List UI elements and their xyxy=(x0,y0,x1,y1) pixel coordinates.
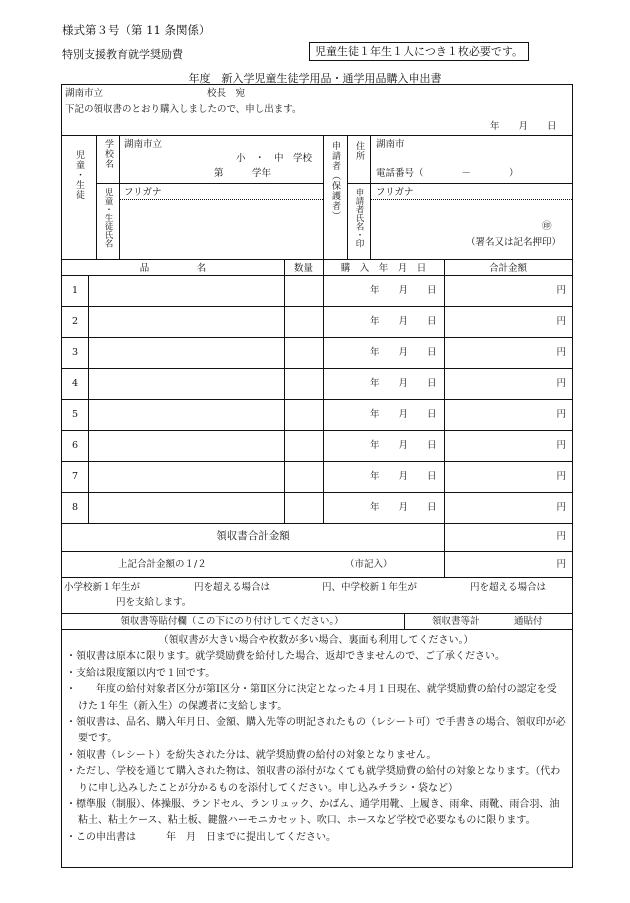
note-item: ・この申出書は 年 月 日までに提出してください。 xyxy=(66,831,336,843)
row-purchase-date: 年 月 日 xyxy=(370,440,437,451)
applicant-name-label: 申請者氏名・印 xyxy=(354,188,364,248)
divider xyxy=(62,337,572,338)
divider xyxy=(62,613,572,614)
addressee-city: 湖南市立 xyxy=(65,88,104,99)
row-total-yen: 円 xyxy=(556,502,566,513)
divider xyxy=(62,275,572,276)
applicant-furigana: フリガナ xyxy=(376,187,414,198)
row-number: 4 xyxy=(71,378,79,389)
divider xyxy=(62,135,572,136)
row-purchase-date: 年 月 日 xyxy=(370,316,437,327)
school-name-label: 学校名 xyxy=(103,139,113,169)
row-total-yen: 円 xyxy=(556,285,566,296)
note-item: ・領収書は原本に限ります。就学奨励費を給付した場合、返却できませんので、ご了承ください。 xyxy=(66,651,505,663)
support-text-2: 円を支給します。 xyxy=(116,597,192,608)
row-number: 6 xyxy=(71,440,79,451)
divider xyxy=(62,259,572,260)
student-side-label: 児童・生徒 xyxy=(74,150,84,200)
divider xyxy=(62,306,572,307)
note-item: ・標準服（制服）、体操服、ランドセル、ランリュック、かばん、通学用靴、上履き、雨傘、雨靴、雨合羽、油粘土、粘土ケース、粘土板、鍵盤ハーモニカセット、吹口、ホースなど学校で必要なものに限ります。 xyxy=(66,799,560,827)
col-item-header: 品 名 xyxy=(139,263,207,274)
note-item: ・支給は限度額以内で１回です。 xyxy=(66,667,216,679)
row-number: 8 xyxy=(71,502,79,513)
divider xyxy=(323,259,324,523)
row-total-yen: 円 xyxy=(556,409,566,420)
row-number: 5 xyxy=(71,409,79,420)
phone-field: 電話番号（ － ） xyxy=(376,168,519,179)
divider xyxy=(96,183,323,184)
support-text-1c: 円、中学校新１年生が xyxy=(322,582,418,593)
note-item: ・領収書（レシート）を紛失された分は、就学奨励費の給付の対象となりません。 xyxy=(66,749,437,761)
half-amount-label: 上記合計金額の１/２ xyxy=(118,559,207,570)
student-name-label: 児童・生徒氏名 xyxy=(103,188,113,248)
divider xyxy=(347,183,572,184)
divider xyxy=(404,613,405,629)
row-purchase-date: 年 月 日 xyxy=(370,285,437,296)
support-text-1a: 小学校新１年生が xyxy=(64,582,141,593)
row-total-yen: 円 xyxy=(556,471,566,482)
row-number: 3 xyxy=(71,347,79,358)
divider xyxy=(62,430,572,431)
address-prefix: 湖南市 xyxy=(376,139,405,150)
divider xyxy=(370,199,572,200)
row-number: 1 xyxy=(71,285,79,296)
seal-note: （署名又は記名押印） xyxy=(466,237,562,248)
divider xyxy=(323,135,324,259)
intro-text: 下記の領収書のとおり購入しましたので、申し出ます。 xyxy=(65,104,302,115)
row-total-yen: 円 xyxy=(556,347,566,358)
divider xyxy=(96,135,97,259)
row-purchase-date: 年 月 日 xyxy=(370,471,437,482)
school-type: 小 ・ 中 学校 xyxy=(236,153,313,164)
row-number: 7 xyxy=(71,471,79,482)
divider xyxy=(62,399,572,400)
row-purchase-date: 年 月 日 xyxy=(370,378,437,389)
col-date-header: 購 入 年 月 日 xyxy=(340,263,427,274)
notice-box: 児童生徒１年生１人につき１枚必要です。 xyxy=(309,42,529,61)
row-purchase-date: 年 月 日 xyxy=(370,502,437,513)
receipt-total-yen: 円 xyxy=(556,531,566,542)
divider xyxy=(62,492,572,493)
divider xyxy=(62,629,572,630)
applicant-label: 申請者（保護者） xyxy=(330,141,340,221)
address-label: 住所 xyxy=(354,141,364,161)
divider xyxy=(119,199,323,200)
divider xyxy=(62,577,572,578)
col-qty-header: 数量 xyxy=(293,263,313,274)
row-purchase-date: 年 月 日 xyxy=(370,347,437,358)
student-furigana: フリガナ xyxy=(124,187,162,198)
note-item: ・ただし、学校を通じて購入された物は、領収書の添付がなくても就学奨励費の給付の対象となります。（代わりに申し込みしたことが分かるものを添付してください。申し込みチラシ・袋など） xyxy=(66,766,561,794)
grade-field: 第 学年 xyxy=(214,168,272,179)
principal-label: 校長 宛 xyxy=(207,88,246,99)
half-amount-yen: 円 xyxy=(556,559,566,570)
row-total-yen: 円 xyxy=(556,440,566,451)
notes-section xyxy=(66,633,566,846)
row-number: 2 xyxy=(71,316,79,327)
col-total-header: 合計金額 xyxy=(488,263,527,274)
receipt-count-label: 領収書等計 xyxy=(432,616,480,627)
receipt-total-label: 領収書合計金額 xyxy=(216,530,290,542)
note-item: ・領収書は、品名、購入年月日、金額、購入先等の明記されたもの（レシート可）で手書きの場合、領収印が必要です。 xyxy=(66,717,566,745)
divider xyxy=(62,523,572,524)
divider xyxy=(119,135,120,259)
notes-head: （領収書が大きい場合や枚数が多い場合、裏面も利用してください。） xyxy=(158,635,474,646)
form-number: 様式第３号（第 11 条関係） xyxy=(62,23,211,37)
city-note: （市記入） xyxy=(345,559,393,570)
school-prefix: 湖南市立 xyxy=(124,139,163,150)
divider xyxy=(347,135,348,259)
divider xyxy=(370,135,371,259)
support-text-1b: 円を超える場合は xyxy=(194,582,271,593)
form-title: 年度 新入学児童生徒学用品・通学用品購入申出書 xyxy=(188,72,442,85)
row-total-yen: 円 xyxy=(556,378,566,389)
row-total-yen: 円 xyxy=(556,316,566,327)
row-purchase-date: 年 月 日 xyxy=(370,409,437,420)
support-text-1d: 円を超える場合は xyxy=(470,582,547,593)
divider xyxy=(284,259,285,523)
subsidy-name: 特別支援教育就学奨励費 xyxy=(62,48,183,61)
submission-date: 年 月 日 xyxy=(490,121,557,132)
divider xyxy=(62,551,572,552)
receipt-count-unit: 通貼付 xyxy=(514,616,543,627)
divider xyxy=(62,368,572,369)
seal-mark: ㊞ xyxy=(542,221,552,232)
note-item: ・ 年度の給付対象者区分が第Ⅰ区分・第Ⅱ区分に決定となった４月１日現在、就学奨励費の給付の認定を受けた１年生（新入生）の保護者に支給します。 xyxy=(66,684,557,712)
divider xyxy=(62,461,572,462)
paste-area-label: 領収書等貼付欄（この下にのり付けしてください。） xyxy=(120,616,344,627)
